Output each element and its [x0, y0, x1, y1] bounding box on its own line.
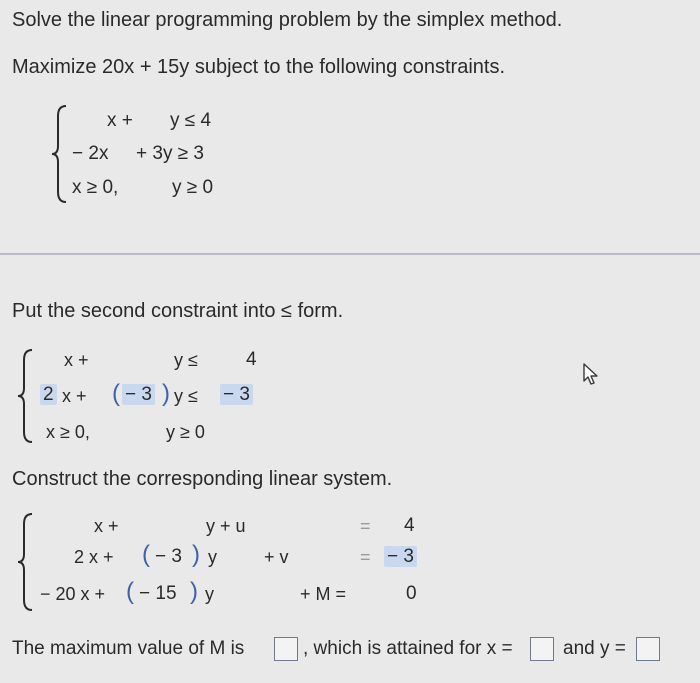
sys-row1-rhs: 4	[404, 515, 415, 536]
step1-y-coef-field[interactable]	[122, 384, 155, 406]
sys-row3-y: y	[205, 584, 214, 604]
left-brace	[16, 512, 36, 612]
step1-row1-x: x +	[64, 350, 89, 370]
constraint-2-left: − 2x	[72, 143, 109, 164]
sys-row2-v: + v	[264, 547, 289, 567]
sys-row1-y: y + u	[206, 516, 246, 536]
constraint-1-right: y ≤ 4	[170, 110, 212, 131]
section-divider	[0, 253, 700, 255]
step1-nonneg-x: x ≥ 0,	[46, 422, 90, 442]
nonneg-x: x ≥ 0,	[72, 177, 119, 198]
sys-row2-x: 2 x +	[74, 547, 114, 567]
sys-row2-rhs: − 3	[384, 546, 417, 567]
close-paren: )	[162, 380, 170, 407]
open-paren: (	[126, 578, 134, 605]
close-paren: )	[192, 541, 200, 568]
answer-middle: , which is attained for x =	[303, 638, 513, 659]
mouse-pointer-icon	[578, 362, 600, 393]
step1-rhs-field[interactable]	[220, 384, 253, 406]
open-paren: (	[142, 541, 150, 568]
step1-prompt: Put the second constraint into ≤ form.	[12, 300, 344, 322]
sys-row1-eq: =	[360, 516, 371, 536]
close-paren: )	[190, 578, 198, 605]
sys-row2-rhs-field[interactable]	[384, 546, 417, 568]
sys-row3-rhs: 0	[406, 583, 417, 604]
y-coef-value: − 3	[122, 384, 155, 405]
step1-nonneg-y: y ≥ 0	[166, 422, 205, 442]
open-paren: (	[112, 380, 120, 407]
question-objective: Maximize 20x + 15y subject to the following constraints.	[12, 56, 506, 78]
constraint-2-right: + 3y ≥ 3	[136, 143, 204, 164]
sys-row1-x: x +	[94, 516, 119, 536]
x-coef-value: 2	[40, 384, 57, 405]
sys-row2-y-coef: − 3	[155, 546, 182, 567]
step1-row1-y: y ≤	[174, 350, 198, 370]
sys-row2-eq: =	[360, 547, 371, 567]
step2-prompt: Construct the corresponding linear system.	[12, 468, 393, 490]
answer-prefix: The maximum value of M is	[12, 638, 245, 659]
step1-row2-x: x +	[62, 386, 87, 406]
question-title: Solve the linear programming problem by the simplex method.	[12, 9, 563, 31]
left-brace	[16, 348, 36, 444]
step1-row2-y: y ≤	[174, 386, 198, 406]
y-value-input[interactable]	[636, 637, 660, 661]
max-value-input[interactable]	[274, 637, 298, 661]
constraint-1-left: x +	[107, 110, 133, 131]
nonneg-y: y ≥ 0	[172, 177, 214, 198]
answer-and: and y =	[563, 638, 626, 659]
rhs-value: − 3	[220, 384, 253, 405]
x-value-input[interactable]	[530, 637, 554, 661]
sys-row3-m: + M =	[300, 584, 347, 604]
step1-row1-rhs: 4	[246, 349, 257, 370]
sys-row3-x: − 20 x +	[40, 584, 106, 604]
left-brace	[50, 104, 70, 204]
sys-row3-y-coef: − 15	[139, 583, 177, 604]
step1-x-coef-field[interactable]	[40, 384, 57, 406]
sys-row2-y: y	[208, 547, 217, 567]
